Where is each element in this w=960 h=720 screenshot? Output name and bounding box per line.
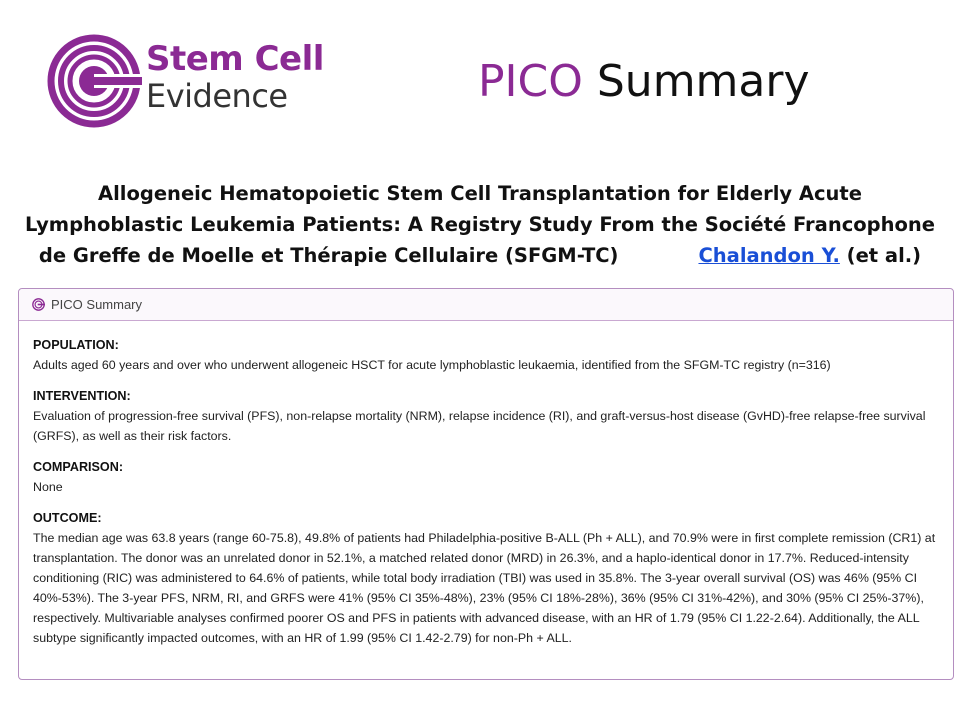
article-title bbox=[20, 178, 940, 271]
comparison-text: None bbox=[33, 480, 63, 494]
author-suffix: (et al.) bbox=[846, 244, 922, 267]
outcome-text: The median age was 63.8 years (range 60-75.8), 49.8% of patients had Philadelphia-positive B-ALL (Ph + ALL), and 70.9% were in first complete remission (CR1) at transplantation. The donor was an unrelated donor in 52.1%, a matched related donor (MRD) in 26.3%, and a haplo-identical donor in 17.7%. Reduced-intensity conditioning (RIC) was administered to 64.6% of patients, while total body irradiation (TBI) was used in 35.8%. The 3-year overall survival (OS) was 46% (95% CI 40%-53%). The 3-year PFS, NRM, RI, and GRFS were 41% (95% CI 35%-48%), 23% (95% CI 18%-28%), 36% (95% CI 31%-42%), and 30% (95% CI 25%-37%), respectively. Multivariable analyses confirmed poorer OS and PFS in patients with advanced disease, with an HR of 1.79 (95% CI 1.22-2.64). Additionally, the ALL subtype significantly impacted outcomes, with an HR of 1.99 (95% CI 1.42-2.79) for non-Ph + ALL. bbox=[33, 531, 936, 645]
comparison-heading: COMPARISON: bbox=[33, 460, 124, 474]
slide-title-summary: Summary bbox=[596, 56, 810, 107]
stem-cell-evidence-logo-icon bbox=[46, 33, 142, 129]
slide-title bbox=[478, 56, 810, 107]
logo-text-line1: Stem Cell bbox=[146, 39, 324, 79]
panel-body bbox=[19, 321, 953, 648]
slide-title-pico: PICO bbox=[478, 56, 583, 107]
panel-header bbox=[19, 289, 953, 321]
intervention-heading: INTERVENTION: bbox=[33, 389, 131, 403]
intervention-text: Evaluation of progression-free survival (PFS), non-relapse mortality (NRM), relapse incidence (RI), and graft-versus-host disease (GvHD)-free relapse-free survival (GRFS), as well as their risk factors. bbox=[33, 409, 926, 443]
population-text: Adults aged 60 years and over who underwent allogeneic HSCT for acute lymphoblastic leukaemia, identified from the SFGM-TC registry (n=316) bbox=[33, 358, 831, 372]
logo-text-line2: Evidence bbox=[146, 77, 288, 115]
pico-summary-panel bbox=[18, 288, 954, 680]
population-heading: POPULATION: bbox=[33, 338, 119, 352]
author-link[interactable]: Chalandon Y. bbox=[698, 244, 840, 267]
outcome-heading: OUTCOME: bbox=[33, 511, 102, 525]
panel-header-title: PICO Summary bbox=[51, 297, 143, 312]
stem-cell-logo-icon bbox=[32, 298, 45, 311]
article-title-text: Allogeneic Hematopoietic Stem Cell Transplantation for Elderly Acute Lymphoblastic Leukemia Patients: A Registry Study From the Société Francophone de Greffe de Moelle et Thérapie Cellulaire (SFGM-TC) bbox=[24, 182, 936, 267]
stem-cell-evidence-logo bbox=[46, 33, 346, 129]
